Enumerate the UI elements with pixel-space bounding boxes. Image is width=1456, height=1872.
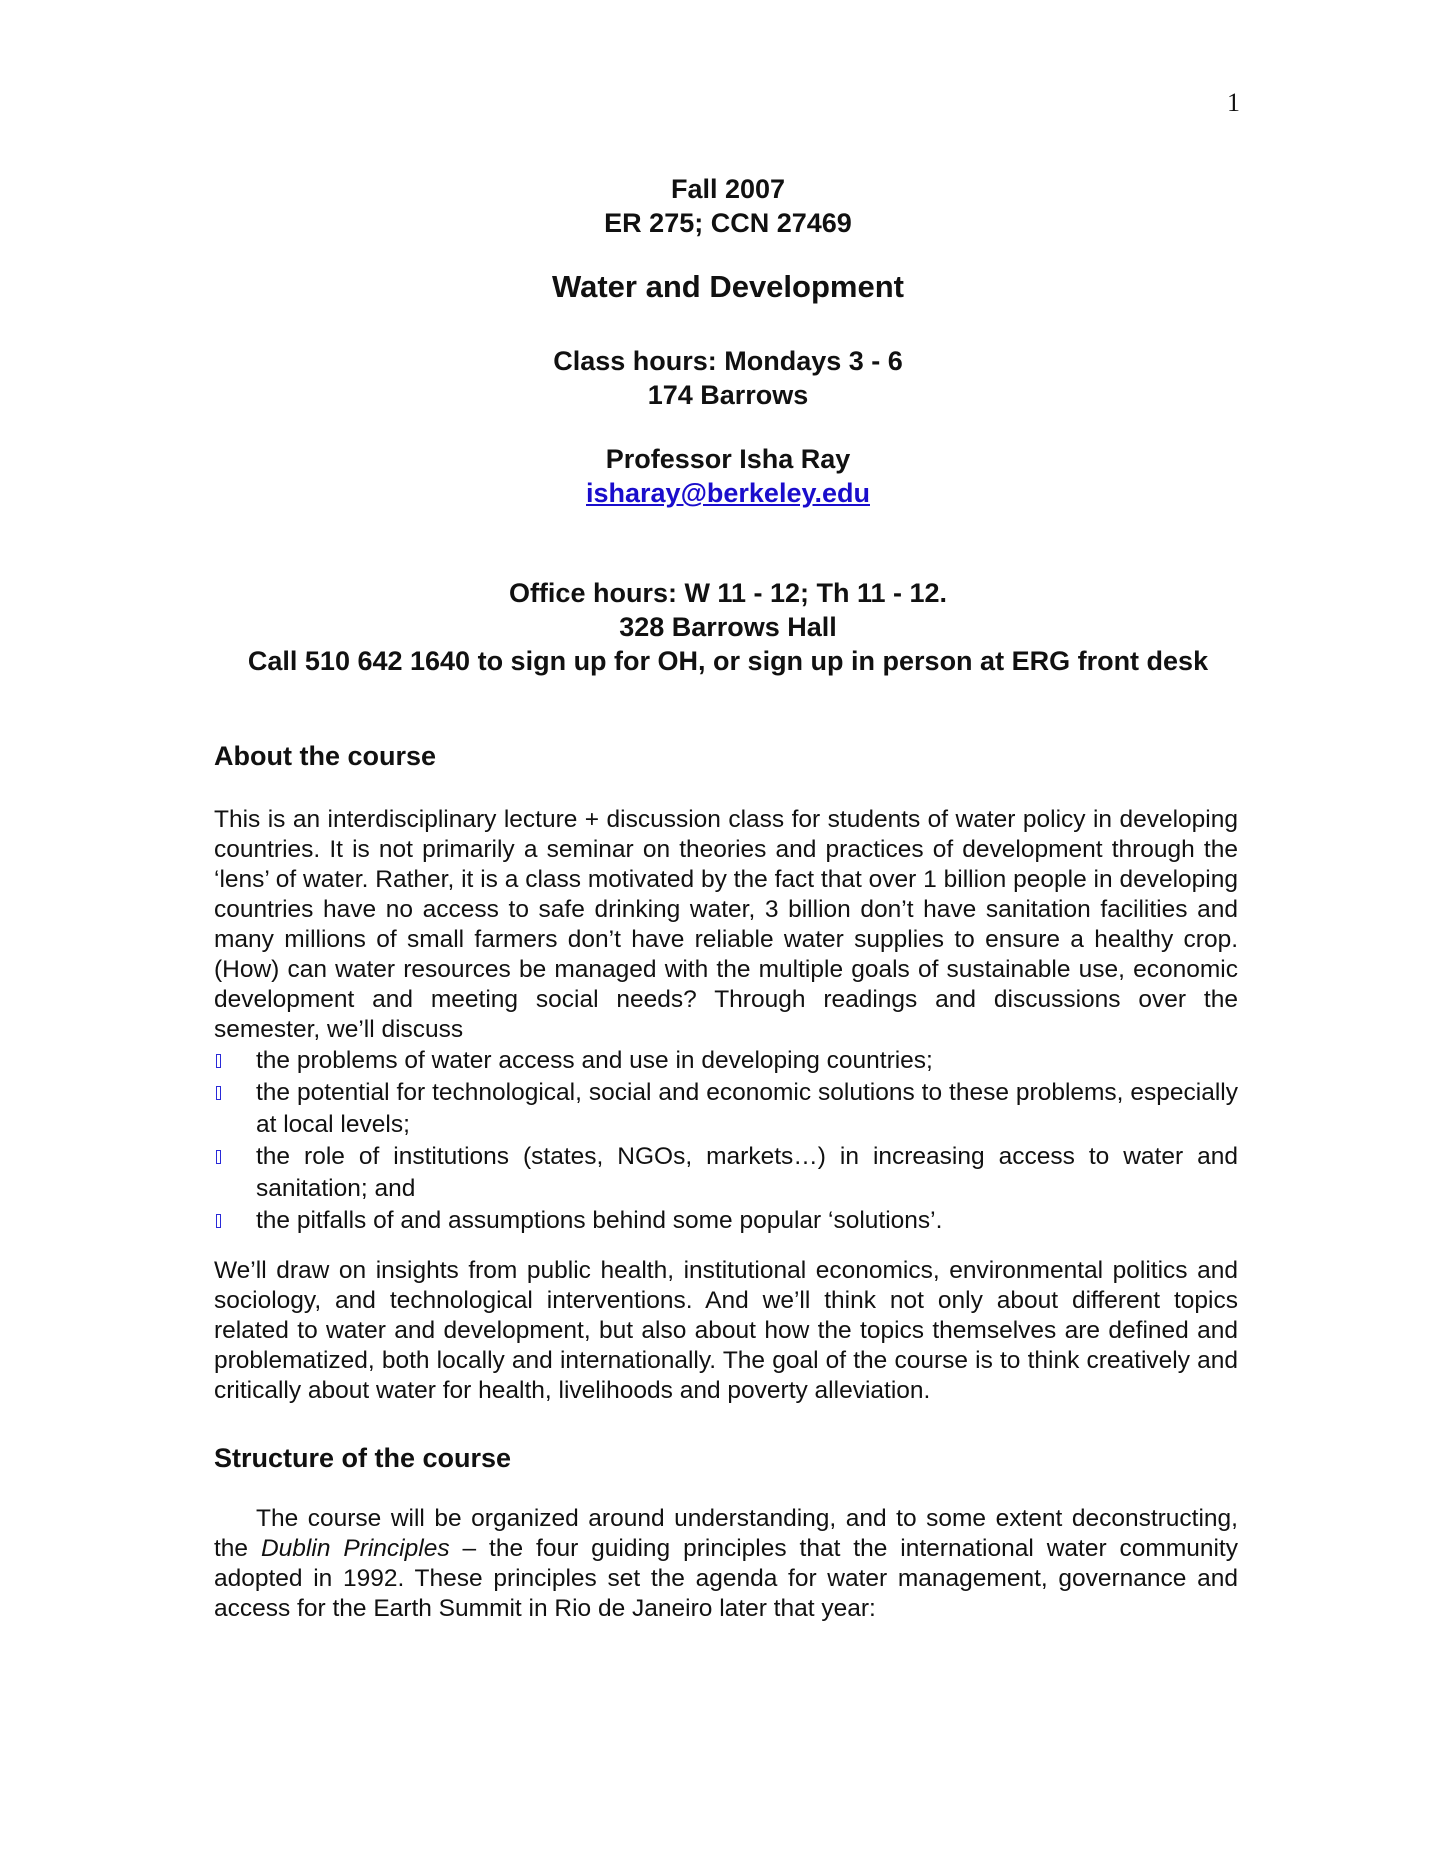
course-title: Water and Development: [552, 269, 904, 304]
structure-heading: Structure of the course: [214, 1443, 512, 1473]
course-header: [0, 172, 1456, 240]
page-number: 1: [1227, 88, 1240, 117]
list-item: the potential for technological, social and economic solutions to these problems, especially at local levels;: [214, 1077, 1238, 1141]
class-info: [0, 344, 1456, 412]
office-info: [0, 576, 1456, 678]
bullet-icon: [216, 1150, 221, 1164]
dublin-principles: Dublin Principles: [260, 1535, 450, 1562]
about-section: [214, 739, 1238, 773]
professor-name: Professor Isha Ray: [605, 444, 851, 474]
course-title-block: [0, 267, 1456, 307]
about-heading: About the course: [214, 741, 437, 771]
about-intro: This is an interdisciplinary lecture + discussion class for students of water policy in developing countries. It is not primarily a seminar on theories and practices of development through the ‘lens’ of water. Rather, it is a class motivated by the fact that over 1 billion people in developing countries have no access to safe drinking water, 3 billion don’t have sanitation facilities and many millions of small farmers don’t have reliable water supplies to ensure a healthy crop. (How) can water resources be managed with the multiple goals of sustainable use, economic development and meeting social needs? Through readings and discussions over the semester, we’ll discuss: [214, 806, 1238, 1043]
email-link[interactable]: isharay@berkeley.edu: [586, 478, 870, 508]
class-room: 174 Barrows: [647, 380, 809, 410]
structure-paragraph: The course will be organized around understanding, and to some extent deconstructing, the Dublin Principles – the four guiding principles that the international water community adopted in 1992. These principles set the agenda for water management, governance and access for the Earth Summit in Rio de Janeiro later that year:: [214, 1505, 1238, 1622]
structure-section: [214, 1441, 1238, 1475]
structure-body: [214, 1504, 1238, 1624]
class-hours: Class hours: Mondays 3 - 6: [553, 346, 903, 376]
list-item: the problems of water access and use in developing countries;: [214, 1045, 1238, 1077]
about-closing: We’ll draw on insights from public health, institutional economics, environmental politics and sociology, and technological interventions. And we’ll think not only about different topics related to water and development, but also about how the topics themselves are defined and problematized, both locally and internationally. The goal of the course is to think creatively and critically about water for health, livelihoods and poverty alleviation.: [214, 1257, 1238, 1404]
office-hours: Office hours: W 11 - 12; Th 11 - 12.: [508, 578, 948, 608]
topics-list: [214, 1045, 1238, 1237]
bullet-icon: [216, 1086, 221, 1100]
about-closing-block: [214, 1256, 1238, 1406]
term: Fall 2007: [670, 174, 786, 204]
instructor-info: [0, 442, 1456, 510]
bullet-icon: [216, 1214, 221, 1228]
list-item: the pitfalls of and assumptions behind some popular ‘solutions’.: [214, 1205, 1238, 1237]
bullet-icon: [216, 1054, 221, 1068]
list-item: the role of institutions (states, NGOs, markets…) in increasing access to water and sanitation; and: [214, 1141, 1238, 1205]
course-code: ER 275; CCN 27469: [604, 208, 852, 238]
signup-instructions: Call 510 642 1640 to sign up for OH, or sign up in person at ERG front desk: [247, 646, 1209, 676]
office-room: 328 Barrows Hall: [619, 612, 837, 642]
about-body: [214, 805, 1238, 1237]
